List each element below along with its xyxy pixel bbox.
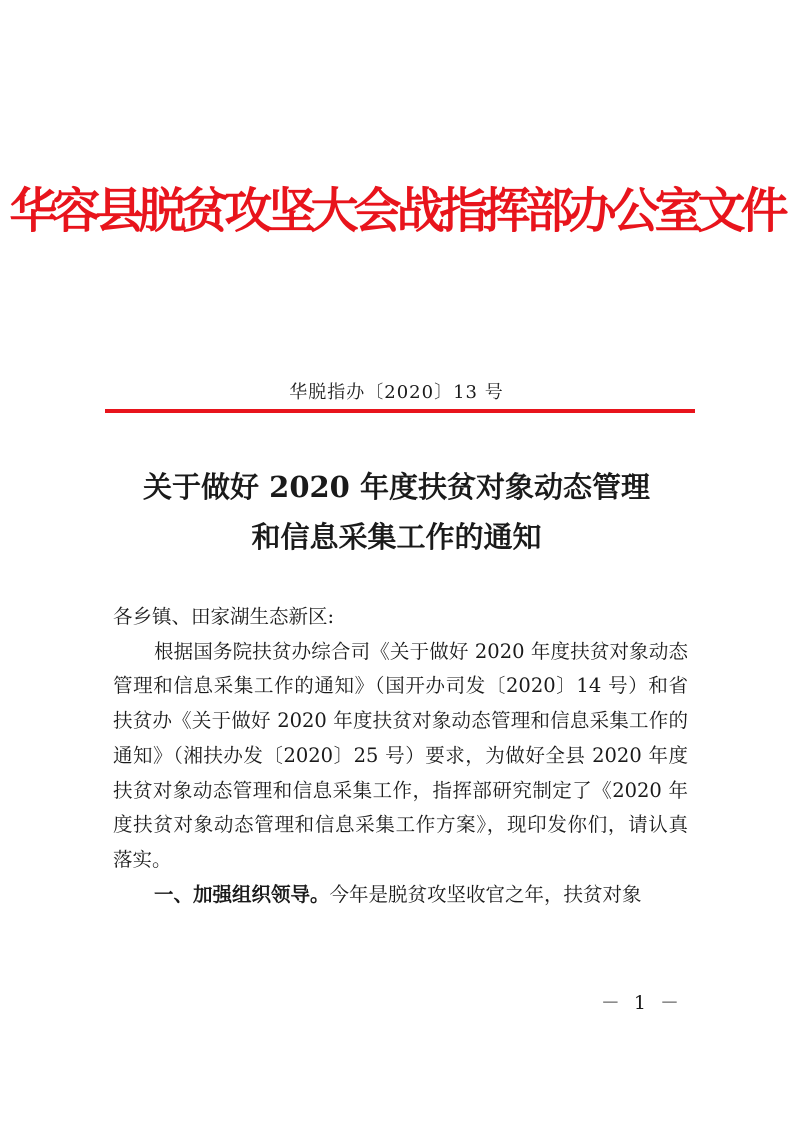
red-divider-line [105,409,695,413]
document-number: 华脱指办〔2020〕13 号 [289,382,504,403]
document-title-line-2: 和信息采集工作的通知 [251,520,542,554]
page-number: － 1 － [600,992,683,1014]
document-title-line-1: 关于做好 2020 年度扶贫对象动态管理 [143,470,650,504]
issuer-title: 华容县脱贫攻坚大会战指挥部办公室文件 [9,183,784,239]
paragraph-section-1 [113,878,688,913]
paragraph-1: 根据国务院扶贫办综合司《关于做好 2020 年度扶贫对象动态管理和信息采集工作的通知》（国开办司发〔2020〕14 号）和省扶贫办《关于做好 2020 年度扶贫对象动态管理和信息采集工作的通知》（湘扶办发〔2020〕25 号）要求，为做好全县 2020 年度扶贫对象动态管理和信息采集工作，指挥部研究制定了《2020 年度扶贫对象动态管理和信息采集工作方案》，现印发你们，请认真落实。 [113,639,688,871]
addressee: 各乡镇、田家湖生态新区: [113,605,335,628]
section-1-heading: 一、加强组织领导。 [154,882,330,906]
section-1-text: 今年是脱贫攻坚收官之年，扶贫对象 [329,882,642,906]
document-title [0,462,793,562]
document-body [113,600,688,912]
